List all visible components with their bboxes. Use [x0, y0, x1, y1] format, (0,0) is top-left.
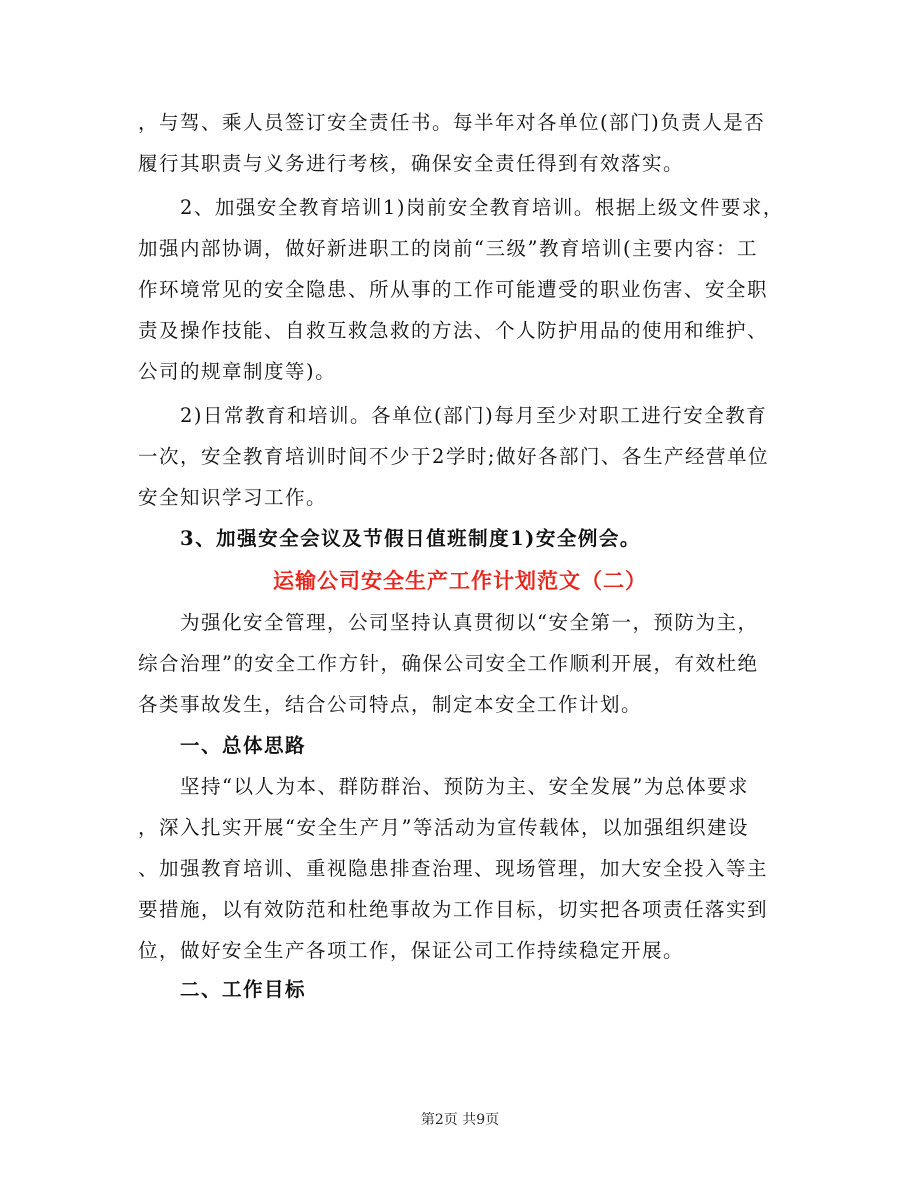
- paragraph-line: 一次，安全教育培训时间不少于2学时;做好各部门、各生产经营单位: [138, 445, 769, 468]
- paragraph-line: 加强内部协调，做好新进职工的岗前“三级”教育培训(主要内容：工: [138, 237, 759, 260]
- paragraph-line: ，与驾、乘人员签订安全责任书。每半年对各单位(部门)负责人是否: [138, 111, 766, 134]
- paragraph-line: 综合治理”的安全工作方针，确保公司安全工作顺利开展，有效杜绝: [138, 652, 759, 675]
- paragraph-line: 作环境常见的安全隐患、所从事的工作可能遭受的职业伤害、安全职: [138, 278, 769, 301]
- paragraph-line: 公司的规章制度等)。: [138, 360, 337, 383]
- paragraph-line: 要措施，以有效防范和杜绝事故为工作目标，切实把各项责任落实到: [138, 898, 769, 921]
- paragraph-line: 位，做好安全生产各项工作，保证公司工作持续稳定开展。: [138, 939, 685, 962]
- paragraph-line: 安全知识学习工作。: [138, 486, 328, 509]
- section-heading: 一、总体思路: [180, 734, 307, 757]
- paragraph-line: 坚持“以人为本、群防群治、预防为主、安全发展”为总体要求: [180, 775, 749, 798]
- paragraph-line: ，深入扎实开展“安全生产月”等活动为宣传载体，以加强组织建设: [138, 816, 749, 839]
- paragraph-line: 、加强教育培训、重视隐患排查治理、现场管理，加大安全投入等主: [138, 857, 769, 880]
- document-title: 运输公司安全生产工作计划范文（二）: [273, 568, 647, 593]
- section-heading: 二、工作目标: [180, 978, 307, 1001]
- section-subheading: 3、加强安全会议及节假日值班制度1)安全例会。: [180, 527, 641, 550]
- paragraph-line: 为强化安全管理，公司坚持认真贯彻以“安全第一，预防为主，: [180, 611, 759, 634]
- paragraph-line: 履行其职责与义务进行考核，确保安全责任得到有效落实。: [138, 152, 685, 175]
- paragraph-line: 责及操作技能、自救互救急救的方法、个人防护用品的使用和维护、: [138, 319, 769, 342]
- page-number: 第2页 共9页: [420, 1112, 500, 1128]
- paragraph-line: 2、加强安全教育培训1)岗前安全教育培训。根据上级文件要求，: [180, 196, 784, 219]
- paragraph-line: 各类事故发生，结合公司特点，制定本安全工作计划。: [138, 693, 643, 716]
- paragraph-line: 2)日常教育和培训。各单位(部门)每月至少对职工进行安全教育: [180, 404, 768, 427]
